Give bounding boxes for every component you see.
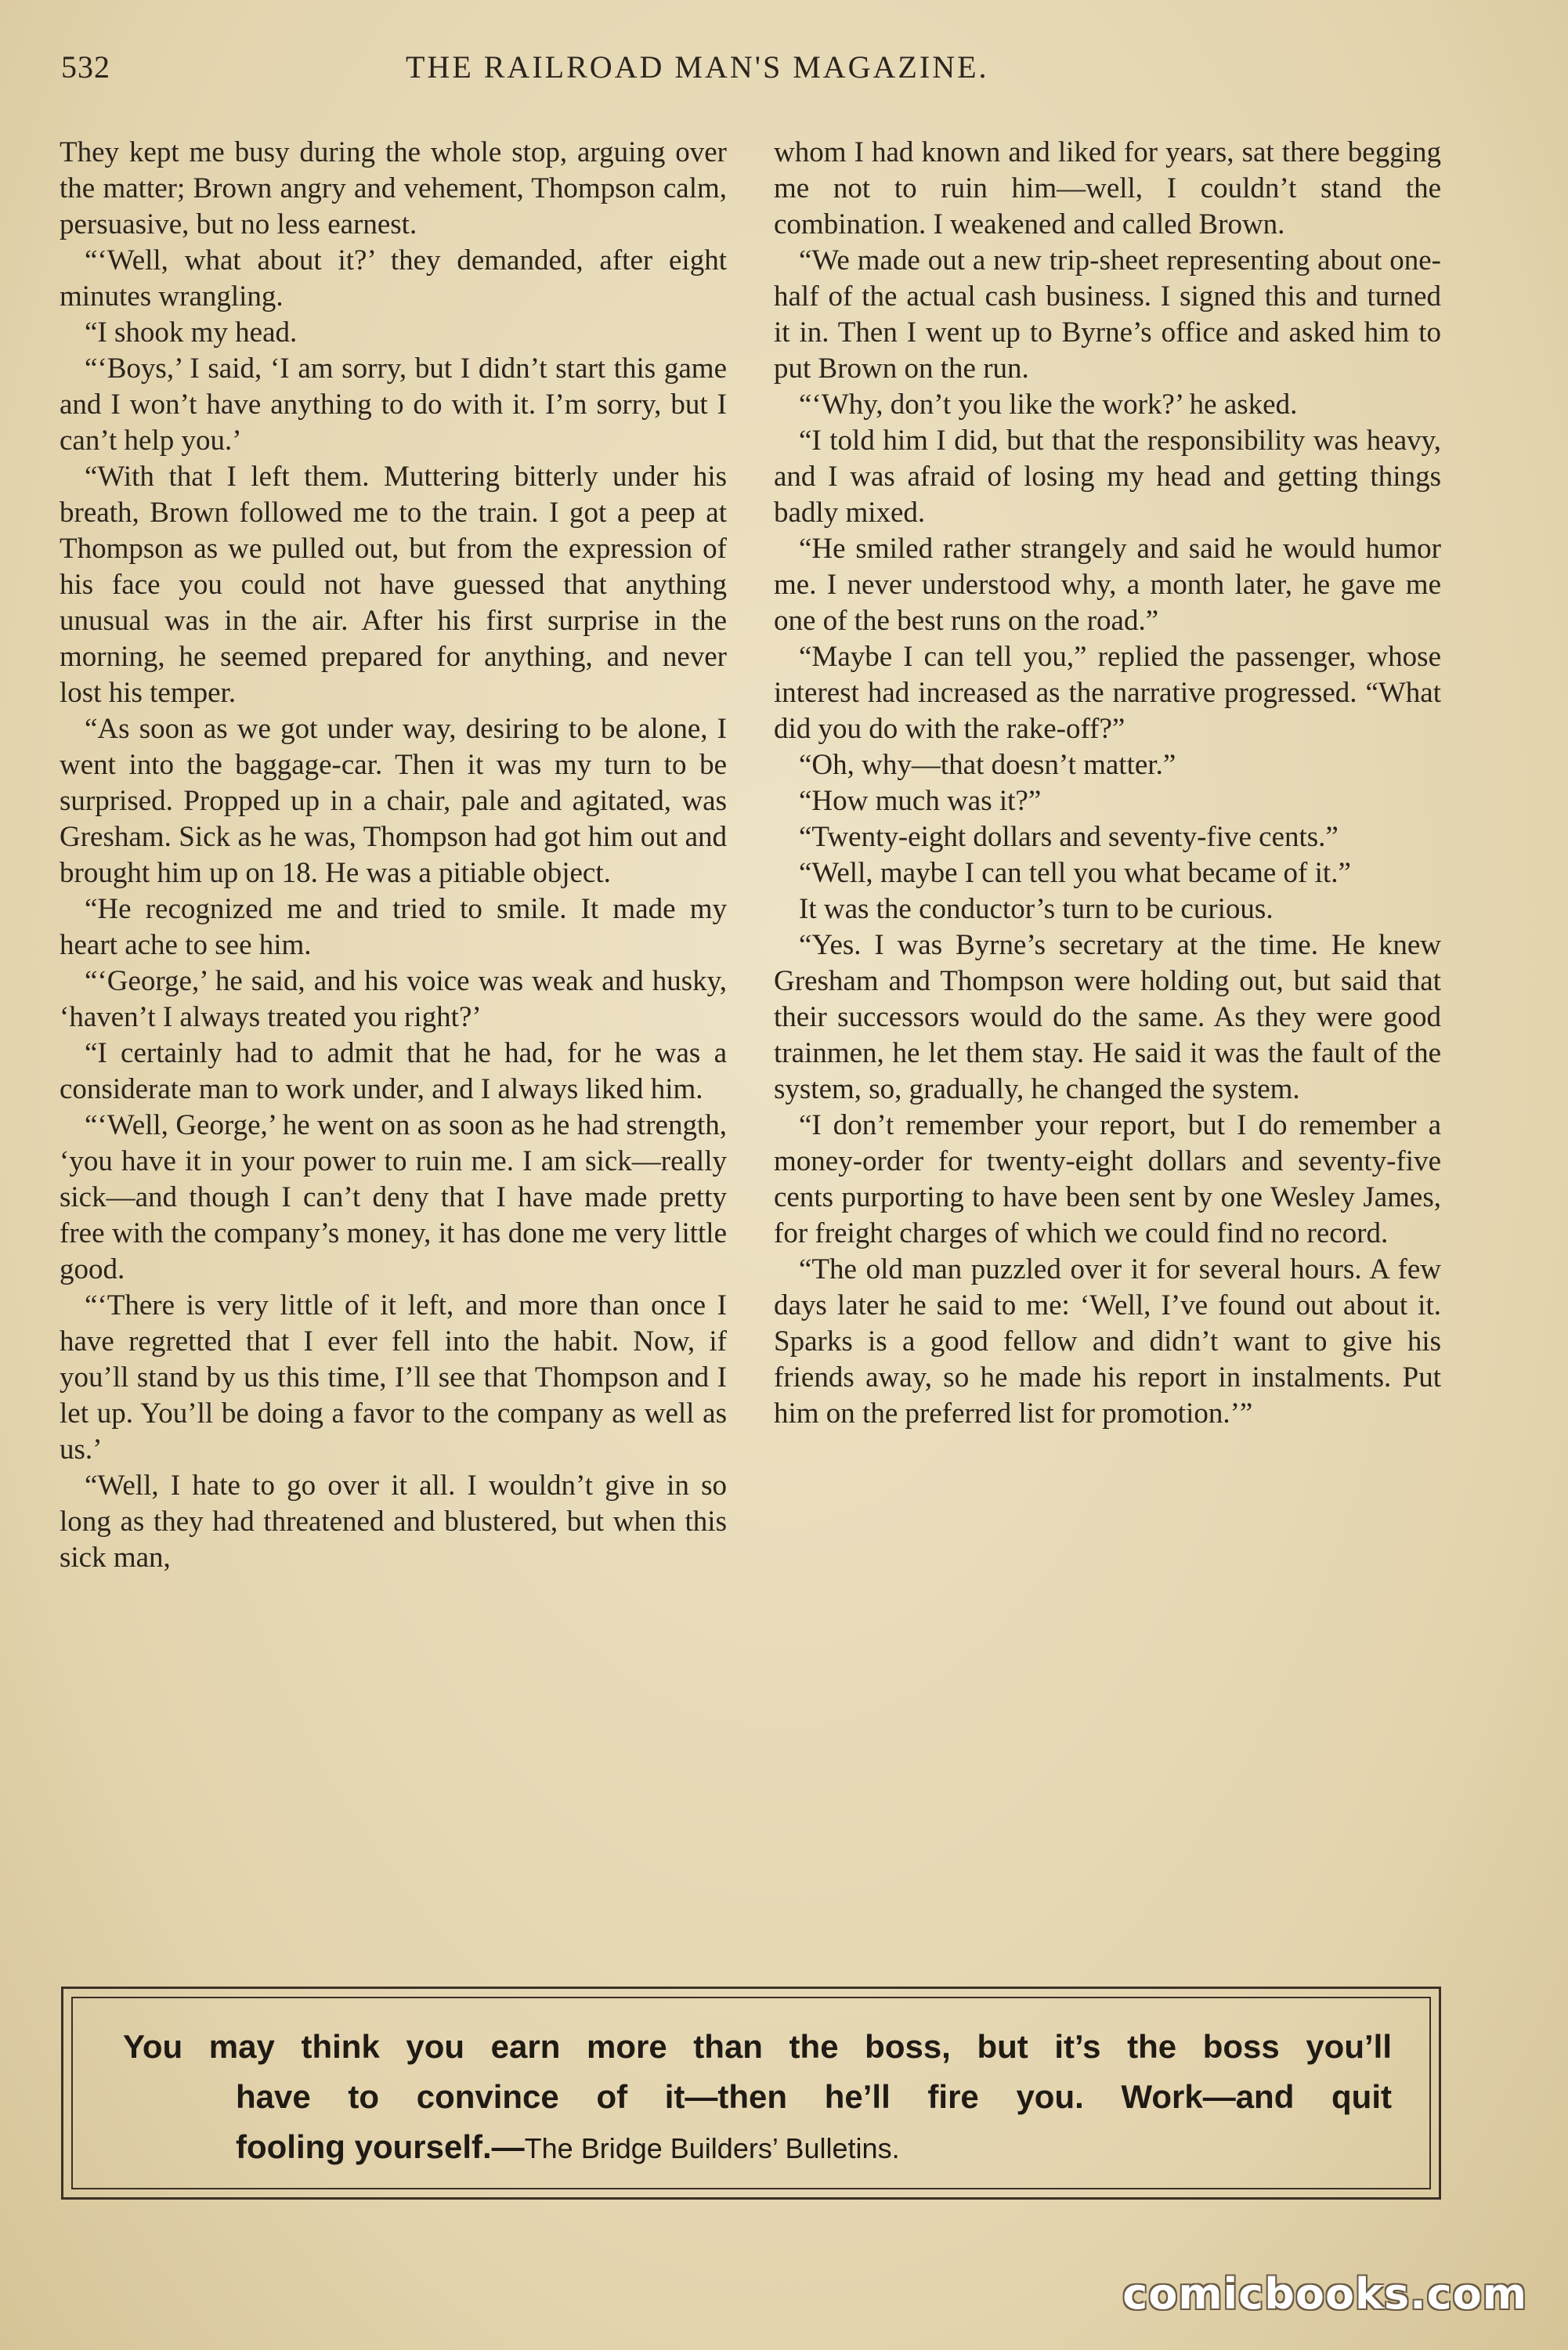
paragraph: “Yes. I was Byrne’s secretary at the time. He knew Gresham and Thompson were holding out, but said that their successors would do the same. As they were good trainmen, he let them stay. He said it was the fault of the system, so, gradually, he changed the system. (774, 929, 1441, 1105)
magazine-title: THE RAILROAD MAN'S MAGAZINE. (406, 49, 989, 85)
paragraph: “With that I left them. Muttering bitterly under his breath, Brown followed me to the train. I got a peep at Thompson as we pulled out, but from the expression of his face you could not have guessed that anything unusual was in the air. After his first surprise in the morning, he seemed prepared for anything, and never lost his temper. (60, 461, 727, 709)
paragraph: “The old man puzzled over it for several hours. A few days later he said to me: ‘Well, I’ve found out about it. Sparks is a good fellow and didn’t want to give his friends away, so he made his report in instalments. Put him on the preferred list for promotion.’” (774, 1253, 1441, 1430)
page-number: 532 (61, 49, 110, 85)
paragraph: “I certainly had to admit that he had, for he was a considerate man to work under, and I always liked him. (60, 1037, 727, 1105)
paragraph: They kept me busy during the whole stop, arguing over the matter; Brown angry and vehement, Thompson calm, persuasive, but no less earnest. (60, 136, 727, 240)
watermark-logo: comicbooks.com (1122, 2269, 1527, 2319)
quote-source: The Bridge Builders’ Bulletins. (524, 2132, 900, 2164)
paragraph: “He smiled rather strangely and said he would humor me. I never understood why, a month later, he gave me one of the best runs on the road.” (774, 533, 1441, 637)
paragraph: “‘Why, don’t you like the work?’ he asked. (799, 389, 1298, 421)
quote-line-1: You may think you earn more than the boss, but it’s the boss you’ll (123, 2028, 1392, 2065)
paragraph: “Oh, why—that doesn’t matter.” (799, 749, 1176, 781)
page-header (61, 49, 1455, 103)
paragraph: whom I had known and liked for years, sat there begging me not to ruin him—well, I couldn’t stand the combination. I weakened and called Brown. (774, 136, 1441, 240)
paragraph: “‘Well, George,’ he went on as soon as he had strength, ‘you have it in your power to ruin me. I am sick—really sick—and though I can’t deny that I have made pretty free with the company’s money, it has done me very little good. (60, 1109, 727, 1285)
quote-line-2: have to convince of it—then he’ll fire you. Work—and quit (236, 2078, 1392, 2115)
paragraph: “Well, maybe I can tell you what became of it.” (799, 857, 1351, 889)
paragraph: “‘Boys,’ I said, ‘I am sorry, but I didn’t start this game and I won’t have anything to do with it. I’m sorry, but I can’t help you.’ (60, 352, 727, 457)
paragraph: “Well, I hate to go over it all. I wouldn’t give in so long as they had threatened and blustered, but when this sick man, (60, 1470, 727, 1574)
paragraph: “We made out a new trip-sheet representing about one-half of the actual cash business. I signed this and turned it in. Then I went up to Byrne’s office and asked him to put Brown on the run. (774, 244, 1441, 385)
paragraph: “‘Well, what about it?’ they demanded, after eight minutes wrangling. (60, 244, 727, 313)
paragraph: “Twenty-eight dollars and seventy-five cents.” (799, 821, 1339, 853)
paragraph: “Maybe I can tell you,” replied the passenger, whose interest had increased as the narrative progressed. “What did you do with the rake-off?” (774, 641, 1441, 745)
paragraph: It was the conductor’s turn to be curious. (799, 893, 1274, 925)
left-column (60, 135, 727, 1576)
paragraph: “I shook my head. (85, 316, 298, 349)
boxed-quote-text (123, 2022, 1392, 2174)
quote-line-3-bold: fooling yourself.— (236, 2128, 525, 2165)
paragraph: “‘George,’ he said, and his voice was weak and husky, ‘haven’t I always treated you right?’ (60, 965, 727, 1033)
quote-line-3 (123, 2122, 1392, 2174)
paragraph: “As soon as we got under way, desiring to be alone, I went into the baggage-car. Then it was my turn to be surprised. Propped up in a chair, pale and agitated, was Gresham. Sick as he was, Thompson had got him out and brought him up on 18. He was a pitiable object. (60, 713, 727, 889)
paragraph: “‘There is very little of it left, and more than once I have regretted that I ever fell into the habit. Now, if you’ll stand by us this time, I’ll see that Thompson and I let up. You’ll be doing a favor to the company as well as us.’ (60, 1289, 727, 1466)
paragraph: “I don’t remember your report, but I do remember a money-order for twenty-eight dollars and seventy-five cents purporting to have been sent by one Wesley James, for freight charges of which we could find no record. (774, 1109, 1441, 1249)
paragraph: “How much was it?” (799, 785, 1042, 817)
boxed-quote (61, 1987, 1441, 2200)
right-column (774, 135, 1441, 1432)
paragraph: “I told him I did, but that the responsibility was heavy, and I was afraid of losing my head and getting things badly mixed. (774, 425, 1441, 529)
paragraph: “He recognized me and tried to smile. It made my heart ache to see him. (60, 893, 727, 961)
